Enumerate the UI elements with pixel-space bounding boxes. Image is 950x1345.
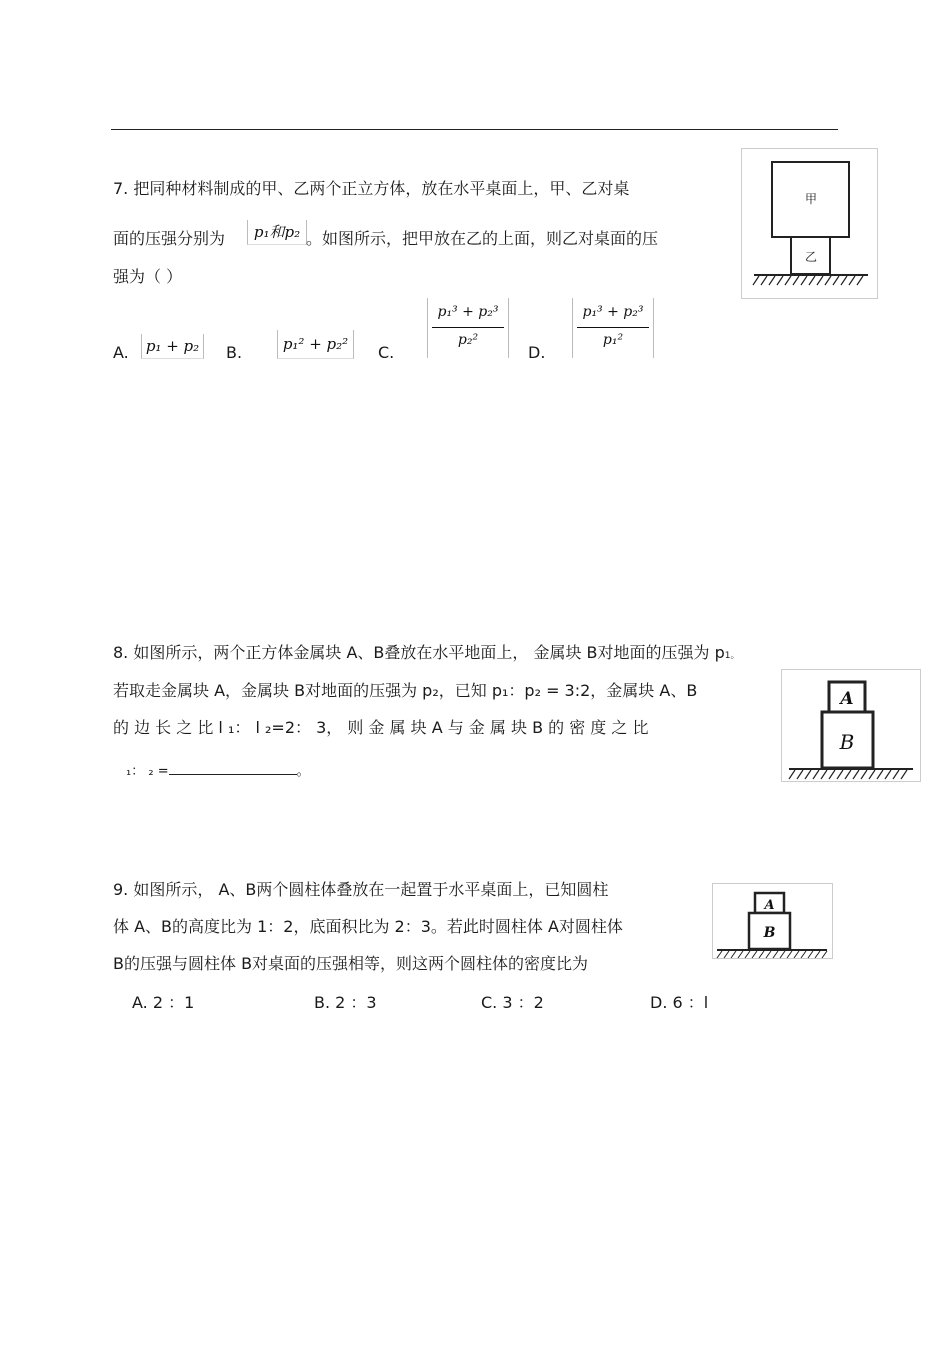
q7-option-c-numerator: p₁³ + p₂³: [437, 304, 499, 320]
q8-line2: 若取走金属块 A，金属块 B对地面的压强为 p₂，已知 p₁：p₂ = 3:2，金属块 A、B: [113, 681, 698, 700]
q9-option-b: B. 2 ：3: [314, 993, 377, 1012]
q9-line3: B的压强与圆柱体 B对桌面的压强相等，则这两个圆柱体的密度比为: [113, 954, 589, 973]
q8-density-ratio-label: ₁： ₂ =: [126, 764, 169, 779]
q8-line1: [113, 640, 740, 663]
cylinder-a-label: A: [764, 898, 775, 913]
q7-option-d-label: D.: [528, 343, 546, 362]
q7-option-d-numerator: p₁³ + p₂³: [582, 304, 644, 320]
q9-option-d: D. 6 ：l: [650, 993, 709, 1012]
q7-option-d-fraction: [572, 298, 654, 358]
ground-hatch: [789, 770, 907, 779]
q7-math-p1-p2: p₁和p₂: [247, 220, 307, 245]
q9-line1: 9. 如图所示， A、B两个圆柱体叠放在一起置于水平桌面上，已知圆柱: [113, 880, 609, 899]
q7-option-c-denominator: p₂²: [457, 332, 479, 348]
q9-line2: 体 A、B的高度比为 1：2，底面积比为 2：3。若此时圆柱体 A对圆柱体: [113, 917, 623, 936]
block-b-label: B: [839, 730, 855, 754]
cube-yi-label: 乙: [804, 250, 818, 264]
q8-line4: [126, 760, 310, 779]
ground-hatch: [717, 951, 827, 958]
q8-answer-blank[interactable]: [169, 760, 297, 775]
q7-line1: 7. 把同种材料制成的甲、乙两个正立方体，放在水平桌面上，甲、乙对桌: [113, 179, 630, 198]
q9-option-a: A. 2 ：1: [132, 993, 195, 1012]
header-rule: [111, 129, 838, 130]
q8-line1-text: 8. 如图所示，两个正方体金属块 A、B叠放在水平地面上， 金属块 B对地面的压强为 p: [113, 643, 725, 662]
q7-line2-pre: 面的压强分别为: [113, 229, 226, 248]
fraction-bar: [432, 327, 504, 328]
q7-option-b-label: B.: [226, 343, 243, 362]
cylinder-b-label: B: [763, 925, 776, 941]
q9-option-c: C. 3 ：2: [481, 993, 544, 1012]
q7-figure: [741, 148, 878, 299]
cube-jia-label: 甲: [804, 192, 818, 206]
q7-option-c-label: C.: [378, 343, 395, 362]
q9-figure: [712, 883, 833, 959]
q7-option-a-label: A.: [113, 343, 129, 362]
q7-option-c-fraction: [427, 298, 509, 358]
q7-line2-post: 。如图所示，把甲放在乙的上面，则乙对桌面的压: [306, 229, 659, 248]
q7-option-b-math: p₁² + p₂²: [277, 330, 354, 359]
q7-line3: 强为（ ）: [113, 267, 183, 286]
q8-line4-end: 。: [296, 764, 310, 779]
block-a-label: A: [840, 689, 854, 709]
q8-line3: 的 边 长 之 比 l ₁： l ₂=2： 3， 则 金 属 块 A 与 金 属 块 B 的 密 度 之 比: [113, 718, 649, 737]
q8-figure: [781, 669, 921, 782]
q7-option-d-denominator: p₁²: [602, 332, 624, 348]
fraction-bar: [577, 327, 649, 328]
q8-line1-end: 1。: [724, 651, 740, 661]
ground-hatch: [753, 276, 863, 285]
q7-option-a-math: p₁ + p₂: [141, 334, 204, 359]
